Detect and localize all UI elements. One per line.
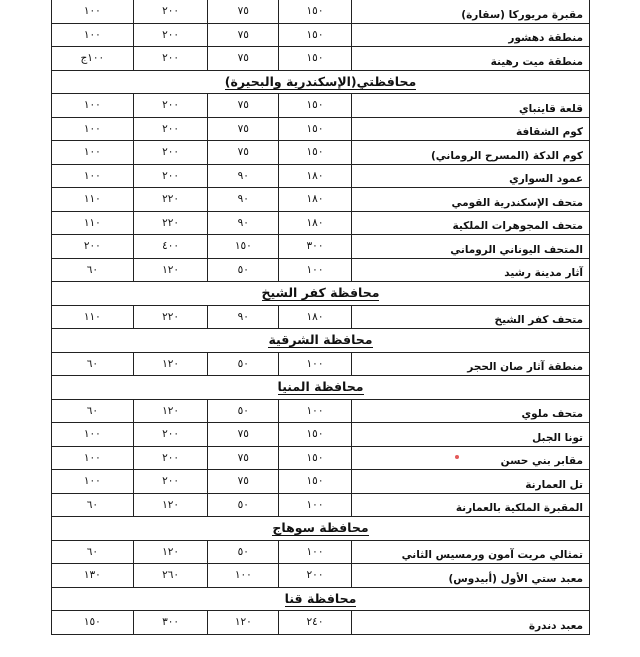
price-cell xyxy=(52,94,134,117)
price-cell-text: ١٠٠ xyxy=(83,99,101,112)
table-row xyxy=(51,235,590,259)
site-name-cell xyxy=(352,447,589,470)
price-cell xyxy=(208,212,279,235)
ticket-price-table xyxy=(51,0,590,635)
site-name-cell xyxy=(352,24,589,47)
price-cell-text: ١٨٠ xyxy=(306,216,324,229)
price-cell-text: ١١٠ xyxy=(83,216,101,229)
table-row xyxy=(51,47,590,71)
site-name-cell xyxy=(352,400,589,423)
price-cell-text: ١٢٠ xyxy=(162,498,180,511)
price-cell-text: ٥٠ xyxy=(237,498,249,511)
price-cell-text: ٢٠٠ xyxy=(162,428,180,441)
price-cell xyxy=(134,188,209,211)
price-cell-text: ٧٥ xyxy=(237,52,249,65)
governorate-header xyxy=(51,517,590,541)
price-cell xyxy=(279,165,352,188)
price-cell-text: ١٠٠ xyxy=(306,357,324,370)
price-cell xyxy=(279,94,352,117)
table-row xyxy=(51,118,590,142)
price-cell xyxy=(134,423,209,446)
price-cell xyxy=(208,47,279,70)
price-cell xyxy=(134,353,209,376)
price-cell xyxy=(208,353,279,376)
table-row xyxy=(51,141,590,165)
site-name-cell-text: مقبرة مريوركا (سقارة) xyxy=(461,8,583,21)
price-cell xyxy=(52,141,134,164)
price-cell-text: ١٨٠ xyxy=(306,169,324,182)
price-cell xyxy=(208,24,279,47)
governorate-title: محافظتي(الإسكندرية والبحيرة) xyxy=(224,73,417,89)
price-cell-text: ٢٠٠ xyxy=(162,5,180,18)
price-cell xyxy=(52,24,134,47)
price-cell xyxy=(52,47,134,70)
site-name-cell xyxy=(352,611,589,634)
price-cell-text: ٦٠ xyxy=(86,498,98,511)
site-name-cell-text: مقابر بني حسن xyxy=(500,455,583,468)
price-cell xyxy=(208,94,279,117)
price-cell xyxy=(279,118,352,141)
price-cell xyxy=(208,118,279,141)
price-cell-text: ١٠٠ xyxy=(306,404,324,417)
price-cell-text: ٥٠ xyxy=(237,545,249,558)
table-row xyxy=(51,423,590,447)
price-cell-text: ٩٠ xyxy=(237,169,249,182)
site-name-cell-text: تمثالي مريت آمون ورمسيس الثاني xyxy=(401,549,583,562)
site-name-cell xyxy=(352,165,589,188)
price-cell xyxy=(134,212,209,235)
site-name-cell xyxy=(352,564,589,587)
governorate-header xyxy=(51,329,590,353)
price-cell xyxy=(52,0,134,23)
site-name-cell xyxy=(352,353,589,376)
price-cell xyxy=(134,94,209,117)
price-cell-text: ٧٥ xyxy=(237,99,249,112)
site-name-cell xyxy=(352,494,589,517)
governorate-header xyxy=(51,282,590,306)
price-cell-text: ٣٠٠ xyxy=(306,240,324,253)
price-cell xyxy=(134,470,209,493)
red-mark xyxy=(455,455,459,459)
table-row xyxy=(51,306,590,330)
price-cell-text: ٤٠٠ xyxy=(162,240,180,253)
price-cell-text: ١٠٠ xyxy=(306,498,324,511)
price-cell-text: ٧٥ xyxy=(237,5,249,18)
price-cell-text: ٧٥ xyxy=(237,146,249,159)
governorate-title: محافظة الشرقية xyxy=(268,332,373,348)
site-name-cell-text: المقبرة الملكية بالعمارنة xyxy=(455,502,583,515)
table-row xyxy=(51,212,590,236)
price-cell xyxy=(52,306,134,329)
price-cell-text: ١٢٠ xyxy=(162,357,180,370)
price-cell xyxy=(279,212,352,235)
price-cell-text: ٧٥ xyxy=(237,28,249,41)
site-name-cell xyxy=(352,306,589,329)
price-cell-text: ٩٠ xyxy=(237,216,249,229)
price-cell xyxy=(208,0,279,23)
price-cell xyxy=(52,353,134,376)
site-name-cell-text: تونا الجبل xyxy=(532,431,583,444)
price-cell xyxy=(134,306,209,329)
price-cell-text: ٧٥ xyxy=(237,475,249,488)
price-cell xyxy=(279,141,352,164)
price-cell xyxy=(208,400,279,423)
price-cell xyxy=(134,400,209,423)
site-name-cell xyxy=(352,212,589,235)
table-row xyxy=(51,165,590,189)
price-cell xyxy=(52,470,134,493)
price-cell-text: ١٠٠ج xyxy=(80,52,105,65)
price-cell xyxy=(52,564,134,587)
table-row xyxy=(51,494,590,518)
price-cell xyxy=(52,541,134,564)
table-row xyxy=(51,447,590,471)
price-cell xyxy=(208,306,279,329)
price-cell-text: ١٥٠ xyxy=(306,475,324,488)
price-cell-text: ٢٠٠ xyxy=(162,122,180,135)
price-cell xyxy=(279,235,352,258)
price-cell-text: ١٠٠ xyxy=(234,569,252,582)
site-name-cell-text: متحف كفر الشيخ xyxy=(494,314,583,327)
price-cell xyxy=(134,494,209,517)
price-cell-text: ٢٠٠ xyxy=(162,52,180,65)
price-cell-text: ١٥٠ xyxy=(306,146,324,159)
site-name-cell xyxy=(352,235,589,258)
price-cell xyxy=(279,611,352,634)
site-name-cell-text: متحف الإسكندرية القومي xyxy=(451,196,583,209)
price-cell-text: ١١٠ xyxy=(83,193,101,206)
price-cell xyxy=(208,141,279,164)
price-cell-text: ١٠٠ xyxy=(83,146,101,159)
price-cell-text: ١٠٠ xyxy=(83,451,101,464)
price-cell xyxy=(134,24,209,47)
price-cell-text: ١٠٠ xyxy=(83,475,101,488)
price-cell-text: ٩٠ xyxy=(237,310,249,323)
price-cell-text: ١٨٠ xyxy=(306,310,324,323)
site-name-cell-text: كوم الشقافة xyxy=(515,126,583,139)
price-cell-text: ٢٢٠ xyxy=(162,310,180,323)
governorate-header xyxy=(51,71,590,95)
price-cell-text: ٢٠٠ xyxy=(162,146,180,159)
price-cell-text: ٣٠٠ xyxy=(162,616,180,629)
price-cell xyxy=(279,47,352,70)
table-row xyxy=(51,400,590,424)
price-cell-text: ١٥٠ xyxy=(306,52,324,65)
price-cell-text: ١٥٠ xyxy=(306,5,324,18)
site-name-cell-text: منطقة ميت رهينة xyxy=(490,55,583,68)
price-cell-text: ١٨٠ xyxy=(306,193,324,206)
price-cell-text: ٢٢٠ xyxy=(162,216,180,229)
price-cell-text: ٥٠ xyxy=(237,357,249,370)
price-cell-text: ١٣٠ xyxy=(83,569,101,582)
site-name-cell xyxy=(352,259,589,282)
price-cell-text: ٢٤٠ xyxy=(306,616,324,629)
governorate-title: محافظة كفر الشيخ xyxy=(261,285,380,301)
price-cell-text: ١٥٠ xyxy=(306,428,324,441)
price-cell xyxy=(279,259,352,282)
price-cell xyxy=(208,564,279,587)
price-cell-text: ٦٠ xyxy=(86,404,98,417)
price-cell xyxy=(52,259,134,282)
price-cell xyxy=(208,165,279,188)
price-cell xyxy=(279,188,352,211)
table-row xyxy=(51,0,590,24)
site-name-cell-text: معبد دندرة xyxy=(528,619,583,632)
price-cell-text: ٢٠٠ xyxy=(162,451,180,464)
site-name-cell-text: متحف المجوهرات الملكية xyxy=(452,220,583,233)
site-name-cell-text: قلعة قايتباي xyxy=(518,102,583,115)
price-cell xyxy=(208,423,279,446)
price-cell xyxy=(52,447,134,470)
price-cell-text: ١٥٠ xyxy=(83,616,101,629)
table-row xyxy=(51,24,590,48)
price-cell-text: ١٠٠ xyxy=(83,169,101,182)
price-cell xyxy=(279,564,352,587)
price-cell-text: ١٥٠ xyxy=(234,240,252,253)
price-cell xyxy=(52,235,134,258)
price-cell-text: ١٥٠ xyxy=(306,451,324,464)
price-cell xyxy=(134,564,209,587)
table-row xyxy=(51,564,590,588)
governorate-title: محافظة المنيا xyxy=(277,379,364,395)
price-cell-text: ٢٠٠ xyxy=(162,169,180,182)
price-cell xyxy=(52,118,134,141)
price-cell-text: ١٠٠ xyxy=(83,122,101,135)
price-cell-text: ١٥٠ xyxy=(306,122,324,135)
price-cell xyxy=(134,118,209,141)
price-cell-text: ٥٠ xyxy=(237,404,249,417)
site-name-cell xyxy=(352,470,589,493)
price-cell-text: ١٠٠ xyxy=(306,263,324,276)
price-cell xyxy=(208,470,279,493)
price-cell xyxy=(134,165,209,188)
price-cell xyxy=(52,400,134,423)
price-cell-text: ٩٠ xyxy=(237,193,249,206)
table-row xyxy=(51,353,590,377)
site-name-cell xyxy=(352,188,589,211)
price-cell-text: ٢٠٠ xyxy=(162,28,180,41)
site-name-cell xyxy=(352,118,589,141)
price-cell xyxy=(279,353,352,376)
site-name-cell xyxy=(352,141,589,164)
price-cell xyxy=(208,611,279,634)
price-cell xyxy=(208,235,279,258)
price-cell xyxy=(279,494,352,517)
price-cell xyxy=(208,259,279,282)
price-cell-text: ٦٠ xyxy=(86,357,98,370)
price-cell xyxy=(279,400,352,423)
price-cell-text: ١٠٠ xyxy=(306,545,324,558)
table-row xyxy=(51,259,590,283)
price-cell xyxy=(279,24,352,47)
price-cell xyxy=(208,188,279,211)
price-cell-text: ١١٠ xyxy=(83,310,101,323)
site-name-cell xyxy=(352,541,589,564)
governorate-title: محافظة قنا xyxy=(284,590,357,606)
price-cell-text: ٢٠٠ xyxy=(162,475,180,488)
price-cell-text: ١٢٠ xyxy=(162,404,180,417)
price-cell xyxy=(52,423,134,446)
price-cell-text: ٢٦٠ xyxy=(162,569,180,582)
site-name-cell-text: متحف ملوي xyxy=(521,408,583,421)
price-cell xyxy=(134,47,209,70)
price-cell xyxy=(134,259,209,282)
price-cell-text: ١٠٠ xyxy=(83,428,101,441)
site-name-cell-text: آثار مدينة رشيد xyxy=(504,267,583,280)
price-cell-text: ١٠٠ xyxy=(83,5,101,18)
price-cell-text: ١٢٠ xyxy=(162,263,180,276)
price-cell xyxy=(52,188,134,211)
price-cell xyxy=(52,165,134,188)
governorate-header xyxy=(51,588,590,612)
site-name-cell-text: منطقة دهشور xyxy=(508,32,583,45)
price-cell-text: ٧٥ xyxy=(237,451,249,464)
price-cell xyxy=(279,470,352,493)
price-cell xyxy=(279,447,352,470)
price-cell-text: ١٢٠ xyxy=(234,616,252,629)
table-row xyxy=(51,188,590,212)
site-name-cell-text: كوم الدكة (المسرح الروماني) xyxy=(430,149,583,162)
price-cell xyxy=(52,494,134,517)
price-cell xyxy=(52,611,134,634)
table-row xyxy=(51,541,590,565)
price-cell xyxy=(134,541,209,564)
price-cell xyxy=(134,0,209,23)
price-cell-text: ١٠٠ xyxy=(83,28,101,41)
price-cell-text: ٦٠ xyxy=(86,263,98,276)
site-name-cell-text: تل العمارنة xyxy=(525,478,583,491)
price-cell xyxy=(134,447,209,470)
price-cell-text: ٢٠٠ xyxy=(306,569,324,582)
price-cell xyxy=(134,611,209,634)
price-cell-text: ٧٥ xyxy=(237,122,249,135)
site-name-cell xyxy=(352,47,589,70)
governorate-header xyxy=(51,376,590,400)
site-name-cell xyxy=(352,0,589,23)
site-name-cell-text: المتحف اليوناني الروماني xyxy=(450,243,583,256)
site-name-cell-text: معبد ستي الأول (أبيدوس) xyxy=(448,572,583,585)
price-cell-text: ٢٢٠ xyxy=(162,193,180,206)
price-cell-text: ١٥٠ xyxy=(306,28,324,41)
price-cell xyxy=(208,494,279,517)
price-cell-text: ٧٥ xyxy=(237,428,249,441)
price-cell-text: ٦٠ xyxy=(86,545,98,558)
site-name-cell xyxy=(352,423,589,446)
price-cell-text: ١٢٠ xyxy=(162,545,180,558)
price-cell-text: ٥٠ xyxy=(237,263,249,276)
price-cell xyxy=(279,541,352,564)
price-cell xyxy=(52,212,134,235)
price-cell xyxy=(208,447,279,470)
table-row xyxy=(51,611,590,635)
price-cell xyxy=(208,541,279,564)
site-name-cell-text: عمود السواري xyxy=(509,173,583,186)
site-name-cell xyxy=(352,94,589,117)
price-cell xyxy=(279,423,352,446)
site-name-cell-text: منطقة آثار صان الحجر xyxy=(467,361,583,374)
price-cell xyxy=(134,235,209,258)
price-cell-text: ٢٠٠ xyxy=(162,99,180,112)
price-cell xyxy=(134,141,209,164)
table-row xyxy=(51,470,590,494)
price-cell-text: ١٥٠ xyxy=(306,99,324,112)
price-cell-text: ٢٠٠ xyxy=(83,240,101,253)
governorate-title: محافظة سوهاج xyxy=(272,520,369,536)
table-row xyxy=(51,94,590,118)
price-cell xyxy=(279,306,352,329)
price-cell xyxy=(279,0,352,23)
